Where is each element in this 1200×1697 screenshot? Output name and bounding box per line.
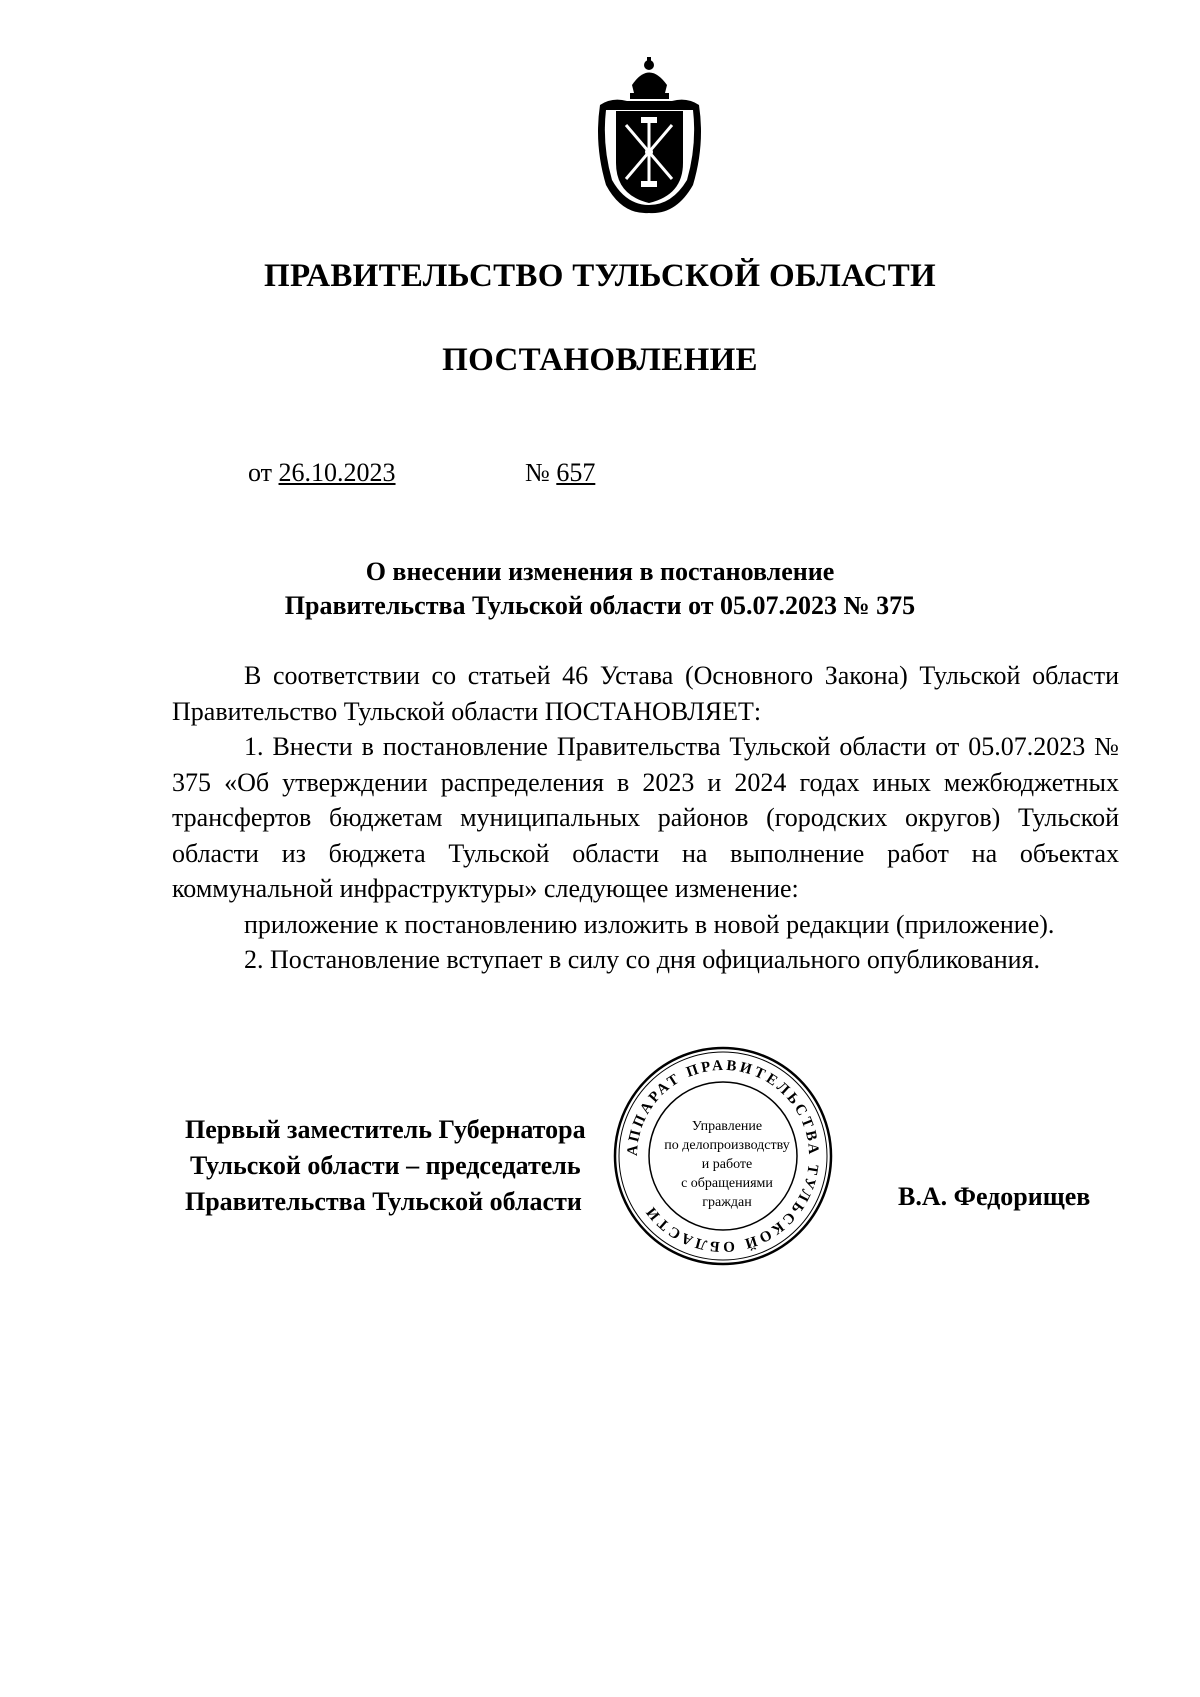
number-prefix: № (525, 458, 550, 487)
stamp-ring-text: АППАРАТ ПРАВИТЕЛЬСТВА ТУЛЬСКОЙ ОБЛАСТИ (624, 1057, 822, 1255)
body-paragraph: 1. Внести в постановление Правительства Тульской области от 05.07.2023 № 375 «Об утверждении распределения в 2023 и 2024 годах иных межбюджетных трансфертов бюджетам муниципальных районов (городских округов) Тульской области из бюджета Тульской области на выполнение работ на объектах коммунальной инфраструктуры» следующее изменение: (172, 732, 1119, 903)
stamp-inner-text (652, 1117, 802, 1212)
coat-of-arms-icon (592, 55, 707, 220)
organization-title: ПРАВИТЕЛЬСТВО ТУЛЬСКОЙ ОБЛАСТИ (264, 258, 936, 294)
body-paragraph: приложение к постановлению изложить в новой редакции (приложение). (244, 909, 1055, 939)
body-paragraph: 2. Постановление вступает в силу со дня официального опубликования. (244, 945, 1041, 974)
signatory-title (185, 1112, 586, 1220)
subject-line-2: Правительства Тульской области от 05.07.2023 № 375 (284, 591, 916, 620)
signatory-name: В.А. Федорищев (898, 1182, 1091, 1211)
stamp-line: Управление (691, 1119, 763, 1134)
date-prefix: от (248, 458, 273, 487)
signatory-title-line: Тульской области – председатель (190, 1151, 581, 1180)
stamp-line: и работе (701, 1157, 753, 1172)
signatory-title-line: Первый заместитель Губернатора (185, 1115, 586, 1144)
subject-line-1: О внесении изменения в постановление (365, 557, 835, 586)
body-paragraph: В соответствии со статьей 46 Устава (Основного Закона) Тульской области Правительство Тульской области ПОСТАНОВЛЯЕТ: (172, 661, 1119, 726)
signatory-title-line: Правительства Тульской области (185, 1187, 582, 1216)
number-value: 657 (556, 458, 596, 487)
date-value: 26.10.2023 (278, 458, 396, 487)
document-number (525, 458, 595, 488)
document-body (172, 658, 1119, 978)
document-subject (0, 555, 1200, 623)
stamp-line: с обращениями (681, 1176, 773, 1191)
document-type: ПОСТАНОВЛЕНИЕ (442, 342, 758, 378)
stamp-line: граждан (702, 1195, 752, 1210)
document-date (248, 458, 396, 488)
stamp-line: по делопроизводству (664, 1138, 790, 1153)
